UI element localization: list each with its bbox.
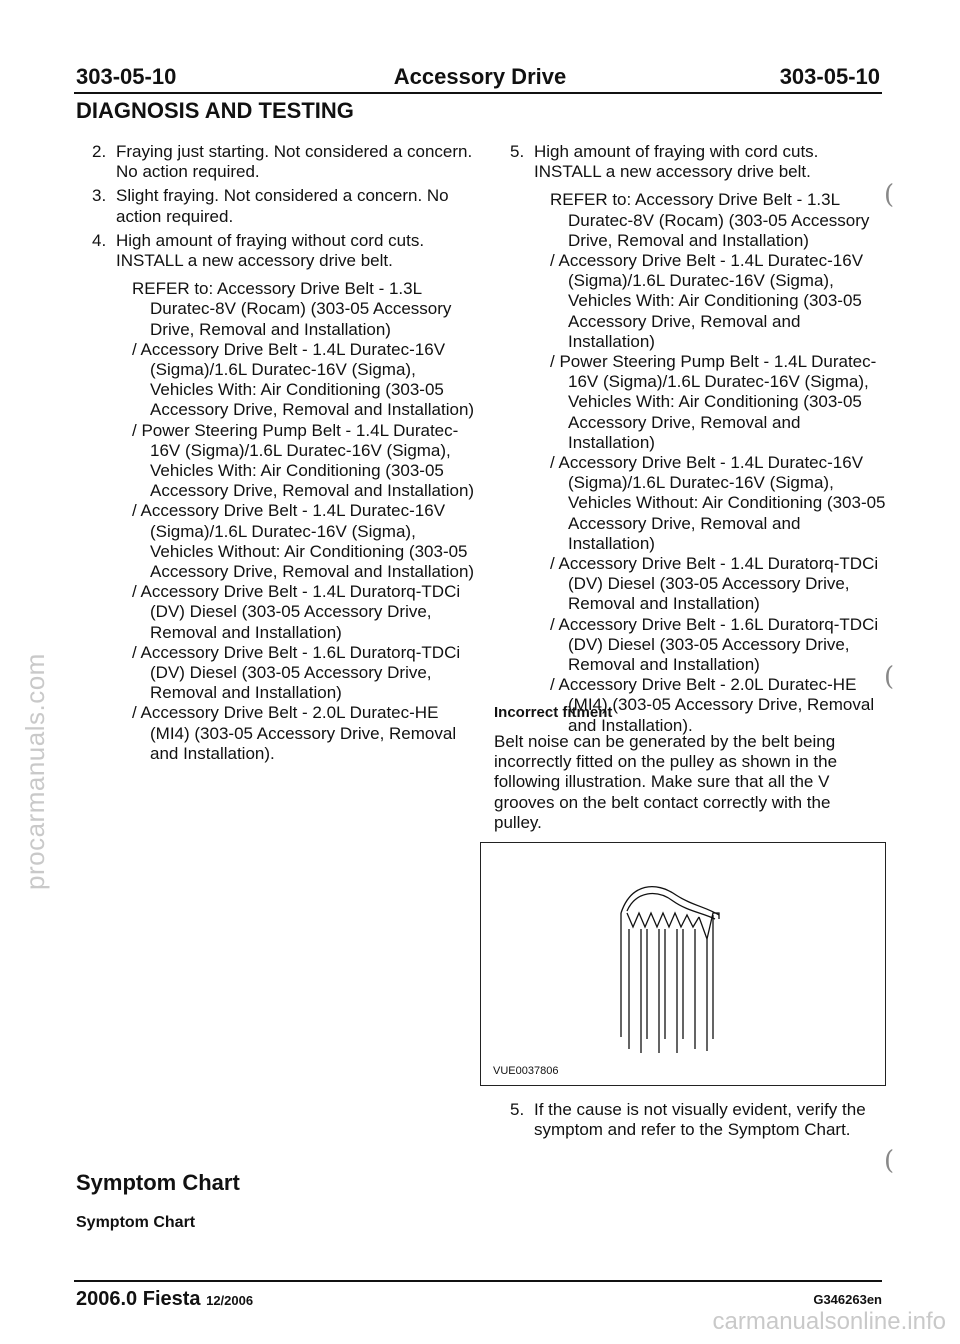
- reference-link[interactable]: / Accessory Drive Belt - 1.4L Duratorq-TDCi (DV) Diesel (303-05 Accessory Drive, Removal and Installation): [550, 554, 879, 614]
- reference-link[interactable]: / Accessory Drive Belt - 1.4L Duratec-16V (Sigma)/1.6L Duratec-16V (Sigma), Vehicles Without: Air Conditioning (303-05 Accessory Drive, Removal and Installation): [550, 453, 886, 553]
- item-text: Fraying just starting. Not considered a concern. No action required.: [116, 142, 473, 182]
- reference-link[interactable]: / Accessory Drive Belt - 1.4L Duratec-16V (Sigma)/1.6L Duratec-16V (Sigma), Vehicles With: Air Conditioning (303-05 Accessory Drive, Removal and Installation): [132, 339, 475, 420]
- section-title: DIAGNOSIS AND TESTING: [76, 98, 354, 123]
- list-item: [76, 142, 476, 182]
- reference-link[interactable]: REFER to: Accessory Drive Belt - 1.3L Duratec-8V (Rocam) (303-05 Accessory Drive, Removal and Installation): [550, 190, 870, 250]
- incorrect-fitment-heading: Incorrect fitment: [494, 704, 613, 721]
- margin-mark: (: [884, 662, 895, 692]
- margin-mark: (: [884, 180, 895, 210]
- footer-doc-id: G346263en: [813, 1292, 882, 1307]
- reference-link[interactable]: / Accessory Drive Belt - 2.0L Duratec-HE (MI4) (303-05 Accessory Drive, Removal and Installation).: [550, 675, 875, 735]
- item-text: High amount of fraying without cord cuts. INSTALL a new accessory drive belt.: [116, 230, 425, 271]
- list-item: [494, 1100, 886, 1140]
- figure-id: VUE0037806: [493, 1065, 559, 1077]
- item-number: 3.: [92, 186, 107, 206]
- footer-date: 12/2006: [206, 1293, 254, 1308]
- reference-link[interactable]: / Accessory Drive Belt - 1.4L Duratec-16V (Sigma)/1.6L Duratec-16V (Sigma), Vehicles With: Air Conditioning (303-05 Accessory Drive, Removal and Installation): [550, 251, 864, 351]
- list-item: [494, 142, 886, 182]
- reference-link[interactable]: / Power Steering Pump Belt - 1.4L Duratec-16V (Sigma)/1.6L Duratec-16V (Sigma), Vehicles With: Air Conditioning (303-05 Accessory Drive, Removal and Installation): [550, 352, 877, 452]
- reference-link[interactable]: / Power Steering Pump Belt - 1.4L Duratec-16V (Sigma)/1.6L Duratec-16V (Sigma), Vehicles With: Air Conditioning (303-05 Accessory Drive, Removal and Installation): [132, 420, 475, 501]
- reference-list: [494, 190, 886, 735]
- list-item: [76, 231, 476, 271]
- left-column: [76, 142, 476, 764]
- item-text: If the cause is not visually evident, verify the symptom and refer to the Symptom Chart.: [534, 1100, 866, 1140]
- item-number: 2.: [92, 142, 107, 161]
- side-watermark: procarmanuals.com: [20, 653, 50, 890]
- footer-model-name: 2006.0 Fiesta: [76, 1288, 201, 1310]
- item-text: Slight fraying. Not considered a concern. No action required.: [116, 186, 449, 226]
- reference-link[interactable]: / Accessory Drive Belt - 1.6L Duratorq-TDCi (DV) Diesel (303-05 Accessory Drive, Removal and Installation): [550, 614, 879, 675]
- final-step: [494, 1100, 886, 1140]
- reference-list: [76, 279, 476, 764]
- header-code-left: 303-05-10: [76, 64, 177, 89]
- symptom-chart-heading: Symptom Chart: [76, 1170, 240, 1195]
- footer-model: [76, 1288, 253, 1311]
- item-number: 5.: [510, 1100, 525, 1119]
- incorrect-fitment-text: Belt noise can be generated by the belt being incorrectly fitted on the pulley as shown in the following illustration. Make sure that all the V grooves on the belt contact correctly with the pulley.: [494, 732, 838, 832]
- reference-link[interactable]: / Accessory Drive Belt - 1.4L Duratec-16V (Sigma)/1.6L Duratec-16V (Sigma), Vehicles Without: Air Conditioning (303-05 Accessory Drive, Removal and Installation): [132, 501, 475, 582]
- bottom-watermark: carmanualsonline.info: [712, 1308, 946, 1335]
- margin-mark: (: [884, 1146, 895, 1176]
- reference-link[interactable]: / Accessory Drive Belt - 1.6L Duratorq-TDCi (DV) Diesel (303-05 Accessory Drive, Removal and Installation): [132, 642, 461, 703]
- belt-fitment-figure: [480, 842, 886, 1086]
- header-code-right: 303-05-10: [779, 64, 880, 89]
- header-rule: [74, 92, 882, 94]
- right-column: [494, 142, 886, 736]
- footer-rule: [74, 1280, 882, 1282]
- item-number: 4.: [92, 230, 107, 250]
- item-text: High amount of fraying with cord cuts. INSTALL a new accessory drive belt.: [534, 142, 819, 182]
- reference-link[interactable]: / Accessory Drive Belt - 2.0L Duratec-HE (MI4) (303-05 Accessory Drive, Removal and Installation).: [132, 703, 457, 763]
- header-title: Accessory Drive: [393, 64, 567, 89]
- list-item: [76, 186, 476, 226]
- belt-pulley-illustration: [481, 843, 885, 1085]
- reference-link[interactable]: / Accessory Drive Belt - 1.4L Duratorq-TDCi (DV) Diesel (303-05 Accessory Drive, Removal and Installation): [132, 582, 461, 642]
- symptom-chart-subheading: Symptom Chart: [76, 1214, 196, 1231]
- item-number: 5.: [510, 142, 525, 161]
- reference-link[interactable]: REFER to: Accessory Drive Belt - 1.3L Duratec-8V (Rocam) (303-05 Accessory Drive, Removal and Installation): [132, 279, 452, 339]
